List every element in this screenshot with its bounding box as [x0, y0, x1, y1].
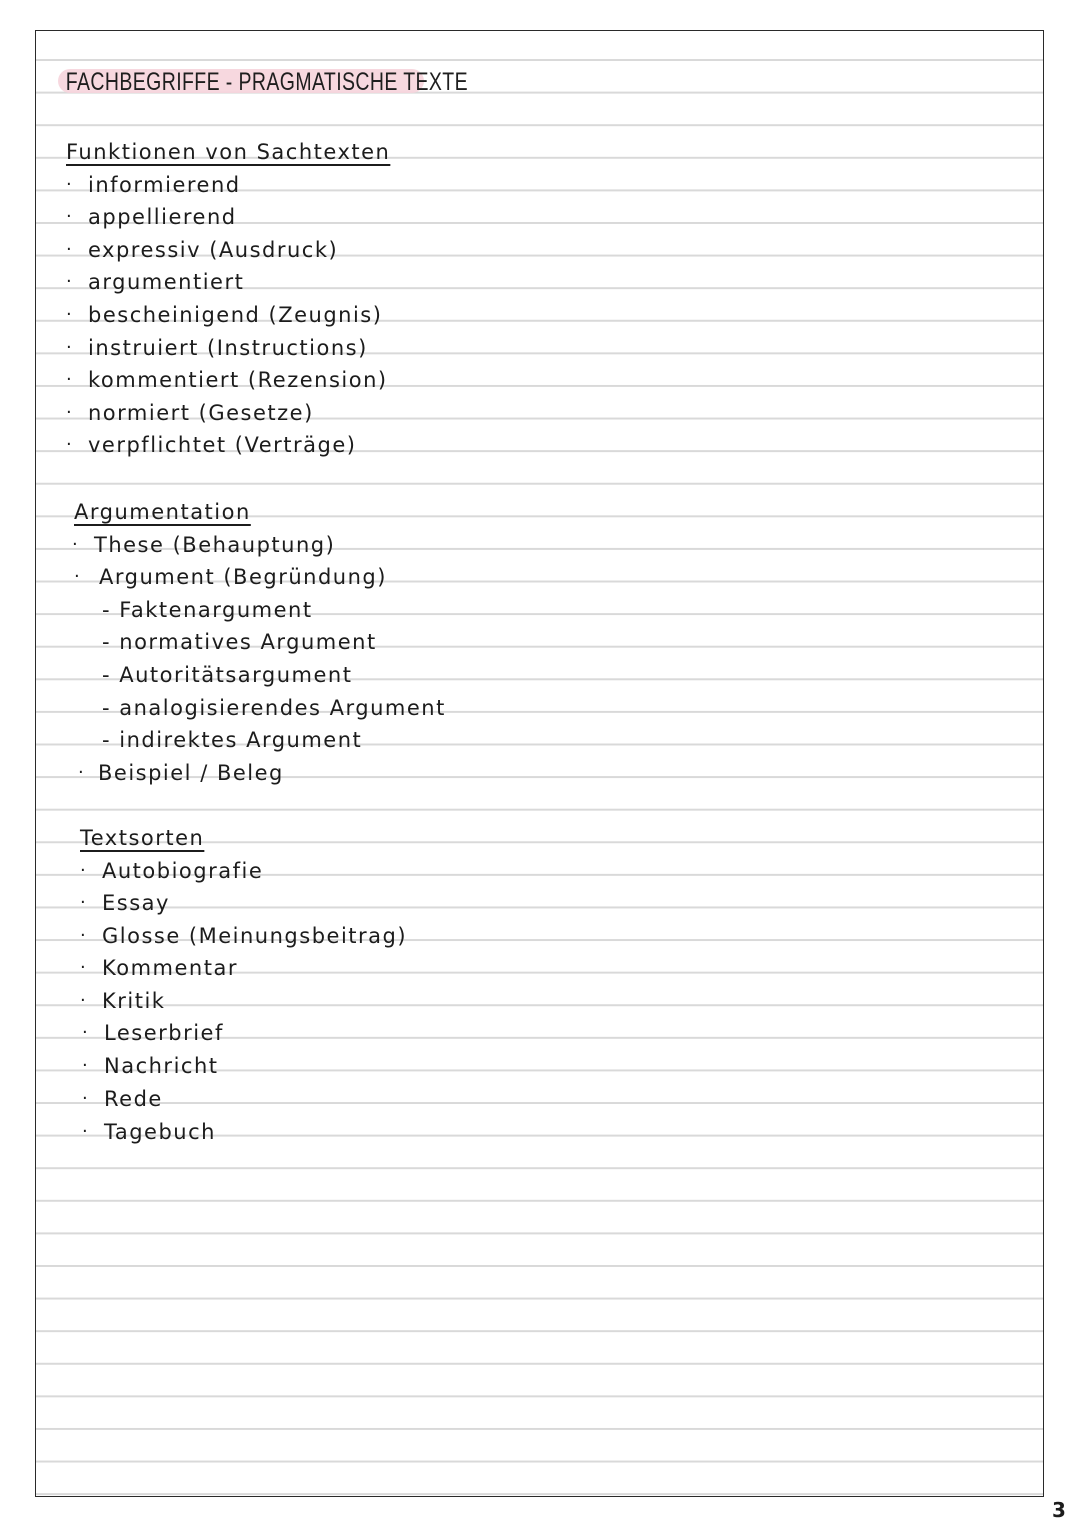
sub-list-item: - Faktenargument — [102, 598, 313, 622]
bullet-dot: · — [66, 304, 72, 325]
bullet-dot: · — [80, 860, 86, 881]
list-item: Leserbrief — [104, 1021, 224, 1045]
list-item: Nachricht — [104, 1054, 219, 1078]
bullet-dot: · — [82, 1055, 88, 1076]
list-item: verpflichtet (Verträge) — [88, 433, 357, 457]
bullet-dot: · — [74, 566, 80, 587]
heading-funktionen: Funktionen von Sachtexten — [66, 140, 391, 164]
list-item: instruiert (Instructions) — [88, 336, 368, 360]
list-item: argumentiert — [88, 270, 245, 294]
bullet-dot: · — [66, 174, 72, 195]
list-item: Autobiografie — [102, 859, 264, 883]
bullet-dot: · — [66, 402, 72, 423]
bullet-dot: · — [80, 990, 86, 1011]
bullet-dot: · — [66, 239, 72, 260]
list-item: Essay — [102, 891, 170, 915]
heading-argumentation: Argumentation — [74, 500, 251, 524]
page-number: 3 — [1052, 1498, 1066, 1522]
list-item: Glosse (Meinungsbeitrag) — [102, 924, 408, 948]
title-text: FACHBEGRIFFE - PRAGMATISCHE TEXTE — [65, 68, 468, 96]
list-item: expressiv (Ausdruck) — [88, 238, 339, 262]
list-item: Tagebuch — [104, 1120, 216, 1144]
bullet-dot: · — [80, 957, 86, 978]
bullet-dot: · — [82, 1022, 88, 1043]
bullet-dot: · — [80, 892, 86, 913]
list-item: Kommentar — [102, 956, 238, 980]
sub-list-item: - normatives Argument — [102, 630, 377, 654]
bullet-dot: · — [66, 369, 72, 390]
sub-list-item: - indirektes Argument — [102, 728, 363, 752]
sub-list-item: - Autoritätsargument — [102, 663, 353, 687]
bullet-dot: · — [78, 762, 84, 783]
bullet-dot: · — [82, 1121, 88, 1142]
bullet-dot: · — [66, 434, 72, 455]
bullet-dot: · — [72, 534, 78, 555]
list-item: Beispiel / Beleg — [98, 761, 284, 785]
list-item: Rede — [104, 1087, 163, 1111]
list-item: informierend — [88, 173, 241, 197]
list-item: These (Behauptung) — [94, 533, 336, 557]
sub-list-item: - analogisierendes Argument — [102, 696, 446, 720]
bullet-dot: · — [80, 925, 86, 946]
list-item: appellierend — [88, 205, 237, 229]
list-item: normiert (Gesetze) — [88, 401, 314, 425]
page-title — [58, 66, 584, 98]
bullet-dot: · — [82, 1088, 88, 1109]
heading-textsorten: Textsorten — [80, 826, 205, 850]
bullet-dot: · — [66, 206, 72, 227]
list-item: Argument (Begründung) — [99, 565, 387, 589]
list-item: Kritik — [102, 989, 166, 1013]
list-item: kommentiert (Rezension) — [88, 368, 388, 392]
list-item: bescheinigend (Zeugnis) — [88, 303, 383, 327]
bullet-dot: · — [66, 271, 72, 292]
bullet-dot: · — [66, 337, 72, 358]
